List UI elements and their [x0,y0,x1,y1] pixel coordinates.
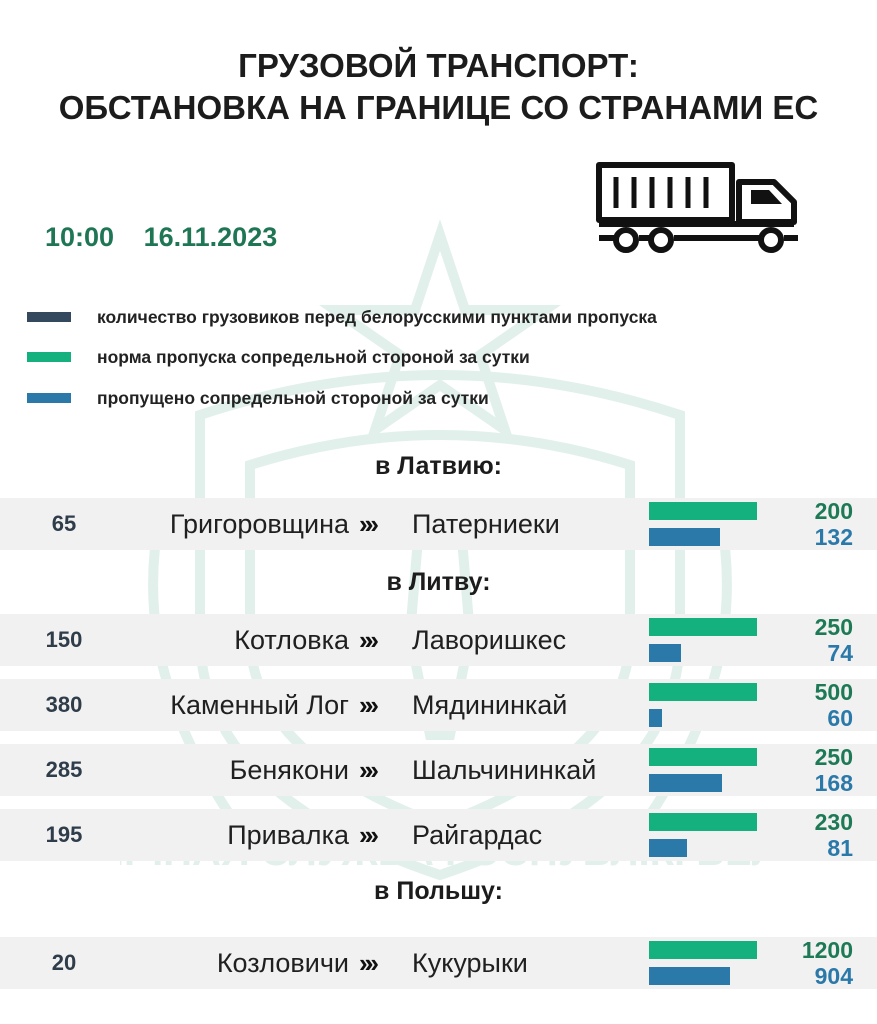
double-chevron-right-icon: »» [359,625,370,655]
legend-swatch-queue [27,312,71,322]
checkpoint-from: Привалка [227,820,349,850]
norm-bar [649,941,757,959]
queue-count: 20 [51,950,77,975]
datetime [45,222,299,253]
norm-bar [649,748,757,766]
checkpoint-to: Кукурыки [412,948,528,978]
passed-bar [649,967,730,985]
title-line-1: ГРУЗОВОЙ ТРАНСПОРТ: [238,47,639,84]
legend-swatch-passed [27,393,71,403]
legend-item-passed [27,386,489,410]
double-chevron-right-icon: »» [359,755,370,785]
checkpoint-to: Патерниеки [412,509,560,539]
passed-value: 74 [827,640,853,666]
checkpoint-to: Шальчининкай [412,755,597,785]
title-line-2: ОБСТАНОВКА НА ГРАНИЦЕ СО СТРАНАМИ ЕС [58,89,819,126]
checkpoint-to: Райгардас [412,820,543,850]
crossing-row [0,937,877,989]
queue-count: 285 [45,757,83,782]
norm-value: 500 [814,679,853,705]
checkpoint-from: Григоровщина [169,509,349,539]
legend-swatch-norm [27,352,71,362]
checkpoint-from: Бенякони [229,755,349,785]
norm-bar [649,618,757,636]
passed-value: 168 [814,770,853,796]
section-heading: в Польшу: [374,877,503,905]
legend-label-queue: количество грузовиков перед белорусскими пунктами пропуска [97,306,657,327]
passed-bar [649,709,662,727]
legend-item-norm [27,345,530,369]
time-label: 10:00 [45,222,115,252]
queue-count: 150 [45,627,83,652]
norm-value: 230 [814,809,853,835]
passed-bar [649,839,687,857]
checkpoint-to: Мядининкай [412,690,568,720]
crossing-row [0,498,877,550]
norm-bar [649,683,757,701]
queue-count: 65 [51,511,77,536]
truck-icon [594,160,802,254]
checkpoint-to: Лаворишкес [412,625,567,655]
double-chevron-right-icon: »» [359,948,370,978]
norm-value: 1200 [801,937,853,963]
passed-value: 81 [827,835,853,861]
legend-item-queue [27,305,657,329]
legend-label-norm: норма пропуска сопредельной стороной за сутки [97,346,530,367]
section-heading: в Латвию: [374,452,503,480]
crossing-row [0,614,877,666]
double-chevron-right-icon: »» [359,820,370,850]
crossing-row [0,679,877,731]
crossing-row [0,744,877,796]
double-chevron-right-icon: »» [359,509,370,539]
queue-count: 380 [45,692,83,717]
queue-count: 195 [45,822,83,847]
date-label: 16.11.2023 [143,222,278,252]
passed-value: 60 [827,705,853,731]
passed-bar [649,774,722,792]
checkpoint-from: Козловичи [216,948,349,978]
norm-value: 250 [814,614,853,640]
passed-bar [649,528,720,546]
norm-value: 200 [814,498,853,524]
checkpoint-from: Каменный Лог [170,690,349,720]
passed-value: 904 [814,963,853,989]
norm-bar [649,502,757,520]
section-heading: в Литву: [386,568,491,596]
checkpoint-from: Котловка [234,625,349,655]
crossing-row [0,809,877,861]
norm-value: 250 [814,744,853,770]
passed-bar [649,644,681,662]
legend-label-passed: пропущено сопредельной стороной за сутки [97,387,489,408]
double-chevron-right-icon: »» [359,690,370,720]
norm-bar [649,813,757,831]
passed-value: 132 [814,524,853,550]
